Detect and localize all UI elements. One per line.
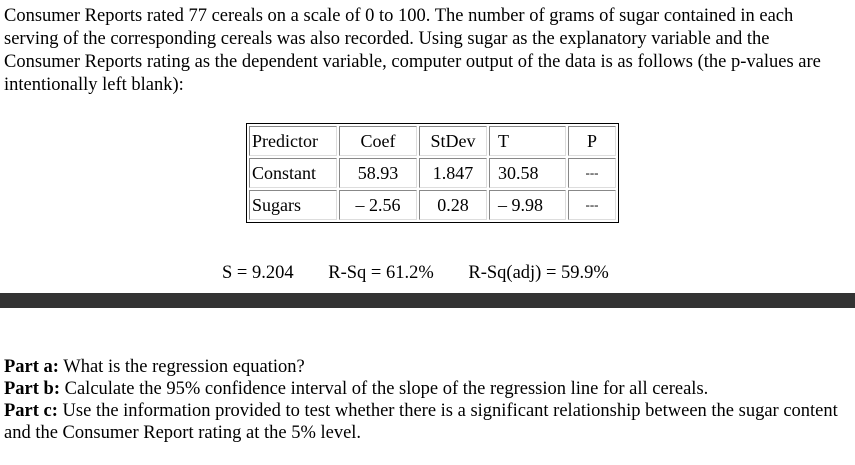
table-row <box>249 158 616 188</box>
part-a-text: What is the regression equation? <box>58 357 305 377</box>
r-squared: R-Sq = 61.2% <box>328 263 434 283</box>
part-b <box>4 378 852 400</box>
stdev-cell: 1.847 <box>419 158 487 188</box>
t-cell: – 9.98 <box>489 190 566 220</box>
stdev-cell: 0.28 <box>419 190 487 220</box>
regression-table <box>246 123 619 223</box>
predictor-cell: Constant <box>249 158 337 188</box>
part-a <box>4 356 852 378</box>
table-header-row <box>249 126 616 156</box>
header-t: T <box>489 126 566 156</box>
r-squared-adj: R-Sq(adj) = 59.9% <box>468 263 609 283</box>
section-divider <box>0 293 855 308</box>
part-b-label: Part b: <box>4 379 60 399</box>
part-a-label: Part a: <box>4 357 59 377</box>
std-error-s: S = 9.204 <box>222 263 294 283</box>
predictor-cell: Sugars <box>249 190 337 220</box>
p-cell: --- <box>568 158 616 188</box>
model-summary <box>222 262 609 284</box>
part-c-label: Part c: <box>4 401 58 421</box>
header-coef: Coef <box>339 126 417 156</box>
t-cell: 30.58 <box>489 158 566 188</box>
header-p: P <box>568 126 616 156</box>
part-c <box>4 400 852 444</box>
part-c-text: Use the information provided to test whether there is a significant relationship between the sugar content and the Consumer Report rating at the 5% level. <box>4 401 838 443</box>
p-cell: --- <box>568 190 616 220</box>
part-b-text: Calculate the 95% confidence interval of the slope of the regression line for all cereals. <box>60 379 709 399</box>
table-row <box>249 190 616 220</box>
regression-output-table <box>246 123 619 223</box>
header-stdev: StDev <box>419 126 487 156</box>
coef-cell: 58.93 <box>339 158 417 188</box>
coef-cell: – 2.56 <box>339 190 417 220</box>
problem-intro: Consumer Reports rated 77 cereals on a scale of 0 to 100. The number of grams of sugar contained in each serving of the corresponding cereals was also recorded. Using sugar as the explanatory variable and the Consumer Reports rating as the dependent variable, computer output of the data is as follows (the p-values are intentionally left blank): <box>4 6 821 95</box>
questions-block <box>4 356 852 444</box>
header-predictor: Predictor <box>249 126 337 156</box>
